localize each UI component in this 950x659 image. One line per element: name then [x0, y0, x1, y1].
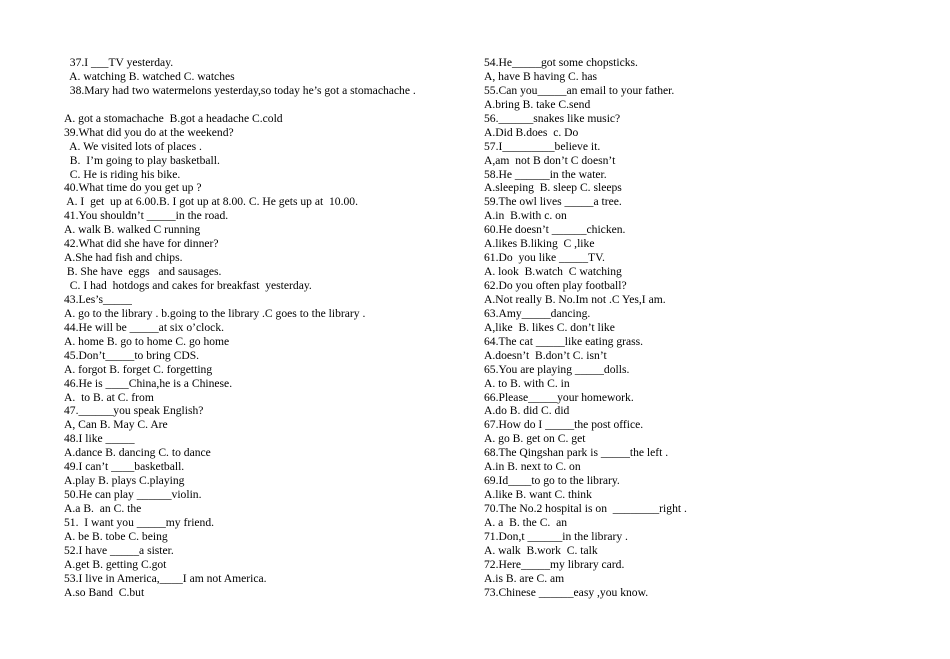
- text-line: A.like B. want C. think: [484, 488, 592, 502]
- text-line: A.play B. plays C.playing: [64, 474, 185, 488]
- text-line: A.Did B.does c. Do: [484, 125, 579, 139]
- text-line: 38.Mary had two watermelons yesterday,so today he’s got a stomachache .: [64, 83, 416, 97]
- text-line: 73.Chinese ______easy ,you know.: [484, 585, 649, 599]
- text-line: 65.You are playing _____dolls.: [484, 362, 630, 376]
- text-line: A. I get up at 6.00.B. I got up at 8.00. C. He gets up at 10.00.: [64, 195, 358, 209]
- text-line: A.bring B. take C.send: [484, 97, 591, 111]
- text-line: 56.______snakes like music?: [484, 111, 621, 125]
- text-line: 47.______you speak English?: [64, 404, 204, 418]
- text-line: B. I’m going to play basketball.: [64, 153, 220, 167]
- text-line: A. home B. go to home C. go home: [64, 334, 230, 348]
- text-line: A. go B. get on C. get: [484, 432, 586, 446]
- text-line: 46.He is ____China,he is a Chinese.: [64, 376, 233, 390]
- text-line: A. go to the library . b.going to the library .C goes to the library .: [64, 306, 366, 320]
- text-line: 51. I want you _____my friend.: [64, 515, 215, 529]
- text-line: 71.Don,t ______in the library .: [484, 529, 628, 543]
- text-line: A.in B.with c. on: [484, 209, 567, 223]
- text-line: A. watching B. watched C. watches: [64, 69, 235, 83]
- text-line: 50.He can play ______violin.: [64, 488, 202, 502]
- text-line: A, Can B. May C. Are: [64, 418, 168, 432]
- text-line: A. to B. at C. from: [64, 390, 154, 404]
- text-line: A.Not really B. No.Im not .C Yes,I am.: [484, 292, 666, 306]
- text-line: 69.Id____to go to the library.: [484, 474, 620, 488]
- text-line: 42.What did she have for dinner?: [64, 237, 219, 251]
- text-line: 70.The No.2 hospital is on ________right .: [484, 502, 687, 515]
- text-line: A.dance B. dancing C. to dance: [64, 446, 211, 460]
- text-line: 45.Don’t_____to bring CDS.: [64, 348, 200, 362]
- text-line: A.likes B.liking C ,like: [484, 237, 595, 251]
- text-line: A. walk B.work C. talk: [484, 543, 598, 557]
- text-line: A.a B. an C. the: [64, 502, 142, 515]
- text-line: 63.Amy_____dancing.: [484, 306, 591, 320]
- text-line: A,am not B don’t C doesn’t: [484, 153, 616, 167]
- text-line: 43.Les’s_____: [64, 292, 132, 306]
- text-line: 61.Do you like _____TV.: [484, 251, 605, 265]
- text-line: 41.You shouldn’t _____in the road.: [64, 209, 229, 223]
- text-line: A,like B. likes C. don’t like: [484, 320, 615, 334]
- left-column: [64, 56, 464, 600]
- text-line: A.in B. next to C. on: [484, 460, 581, 474]
- text-line: 62.Do you often play football?: [484, 279, 627, 292]
- text-line: A. look B.watch C watching: [484, 265, 622, 279]
- text-line: A.is B. are C. am: [484, 571, 565, 585]
- text-line: 37.I ___TV yesterday.: [64, 56, 174, 69]
- text-line: A, have B having C. has: [484, 69, 598, 83]
- text-line: 58.He ______in the water.: [484, 167, 607, 181]
- text-line: 72.Here_____my library card.: [484, 557, 625, 571]
- text-line: A.so Band C.but: [64, 585, 145, 599]
- text-line: A.do B. did C. did: [484, 404, 570, 418]
- text-line: C. I had hotdogs and cakes for breakfast yesterday.: [64, 279, 312, 292]
- right-column: [484, 56, 924, 600]
- text-line: A. be B. tobe C. being: [64, 529, 168, 543]
- text-line: 55.Can you_____an email to your father.: [484, 83, 675, 97]
- text-line: 49.I can’t ____basketball.: [64, 460, 185, 474]
- text-line: A.get B. getting C.got: [64, 557, 167, 571]
- text-line: A. a B. the C. an: [484, 515, 568, 529]
- text-line: 53.I live in America,____I am not America.: [64, 571, 267, 585]
- text-line: A.sleeping B. sleep C. sleeps: [484, 181, 622, 195]
- text-line: B. She have eggs and sausages.: [64, 265, 222, 279]
- text-line: 40.What time do you get up ?: [64, 181, 202, 195]
- text-line: 67.How do I _____the post office.: [484, 418, 644, 432]
- text-line: 64.The cat _____like eating grass.: [484, 334, 644, 348]
- text-line: 39.What did you do at the weekend?: [64, 125, 234, 139]
- text-line: C. He is riding his bike.: [64, 167, 181, 181]
- text-line: 59.The owl lives _____a tree.: [484, 195, 622, 209]
- text-line: A.doesn’t B.don’t C. isn’t: [484, 348, 607, 362]
- text-line: 60.He doesn’t ______chicken.: [484, 223, 626, 237]
- text-line: A.She had fish and chips.: [64, 251, 183, 265]
- text-line: A. got a stomachache B.got a headache C.cold: [64, 111, 283, 125]
- text-line: A. walk B. walked C running: [64, 223, 201, 237]
- text-line: 52.I have _____a sister.: [64, 543, 174, 557]
- text-line: 54.He_____got some chopsticks.: [484, 56, 638, 69]
- text-line: A. forgot B. forget C. forgetting: [64, 362, 213, 376]
- text-line: 68.The Qingshan park is _____the left .: [484, 446, 669, 460]
- text-line: 57.I_________believe it.: [484, 139, 601, 153]
- text-line: A. We visited lots of places .: [64, 139, 202, 153]
- text-line: [64, 98, 464, 112]
- text-line: A. to B. with C. in: [484, 376, 570, 390]
- text-line: 48.I like _____: [64, 432, 135, 446]
- text-line: 66.Please_____your homework.: [484, 390, 634, 404]
- text-line: 44.He will be _____at six o’clock.: [64, 320, 225, 334]
